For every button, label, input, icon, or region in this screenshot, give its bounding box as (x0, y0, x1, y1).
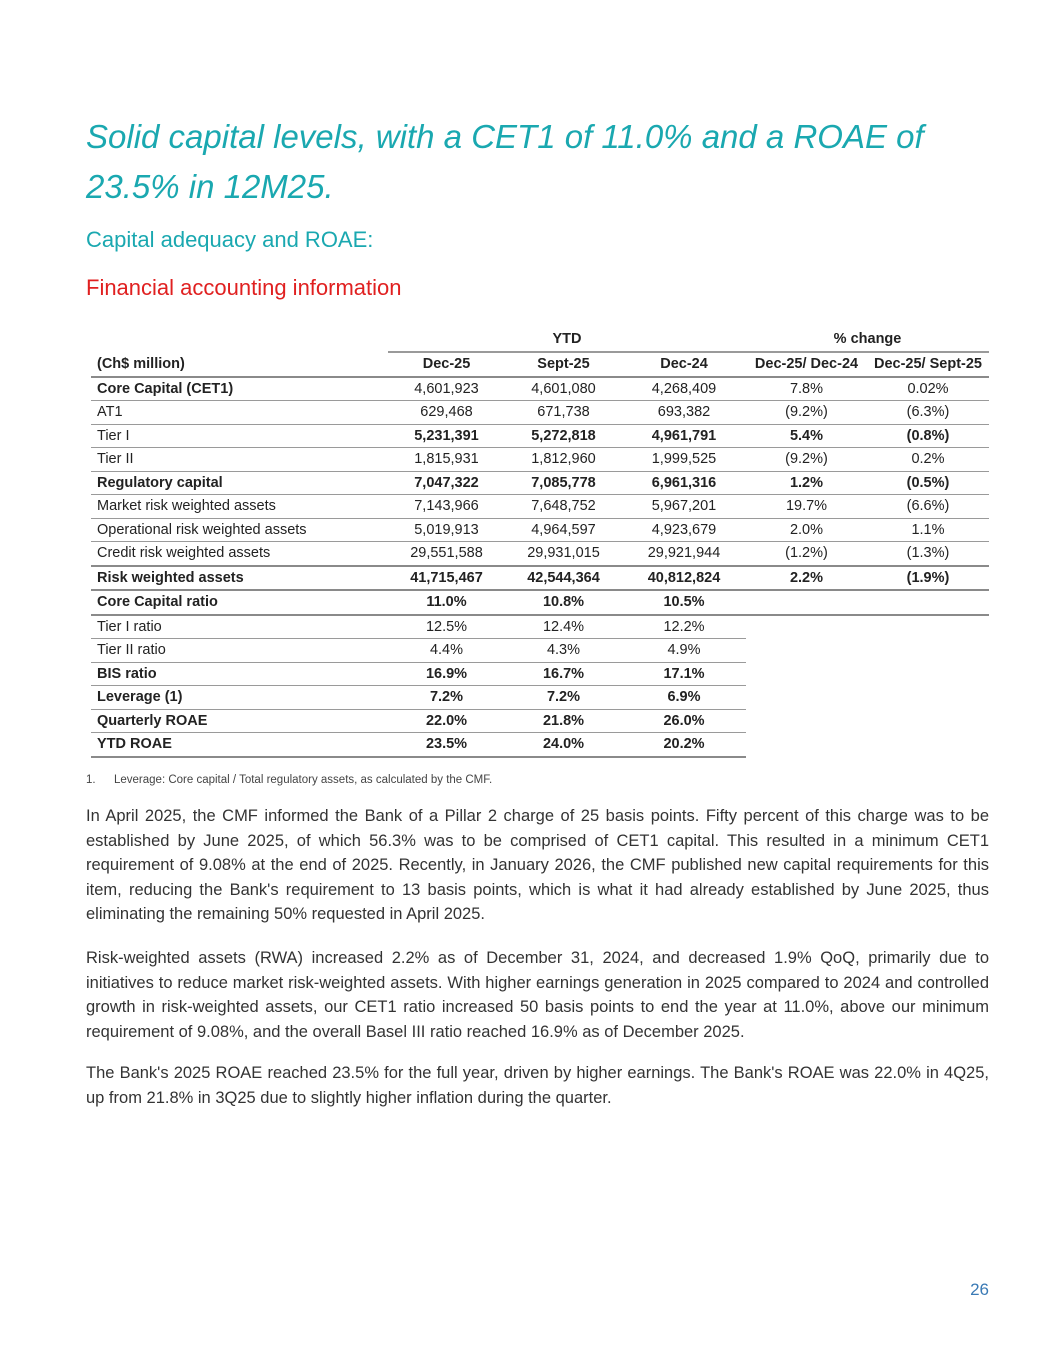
cell-empty (746, 615, 867, 639)
cell-sep25: 29,931,015 (505, 542, 622, 566)
cell-dec25: 4.4% (388, 639, 505, 663)
column-header: Sept-25 (505, 352, 622, 377)
row-label: YTD ROAE (91, 733, 388, 757)
cell-dec25: 7,047,322 (388, 471, 505, 495)
cell-empty (746, 709, 867, 733)
cell-chg-dec24: 2.0% (746, 518, 867, 542)
cell-dec24: 29,921,944 (622, 542, 746, 566)
cell-dec24: 40,812,824 (622, 566, 746, 591)
table-row (91, 401, 989, 425)
cell-chg-sep25: 0.2% (867, 448, 989, 472)
table-header-row (91, 352, 989, 377)
cell-sep25: 16.7% (505, 662, 622, 686)
cell-dec25: 16.9% (388, 662, 505, 686)
row-label: BIS ratio (91, 662, 388, 686)
table-row (91, 590, 989, 615)
cell-empty (867, 686, 989, 710)
row-label: Operational risk weighted assets (91, 518, 388, 542)
cell-chg-dec24: 2.2% (746, 566, 867, 591)
row-label: Tier II ratio (91, 639, 388, 663)
cell-dec25: 41,715,467 (388, 566, 505, 591)
table-row (91, 448, 989, 472)
cell-chg-dec24: 19.7% (746, 495, 867, 519)
cell-empty (867, 662, 989, 686)
cell-dec24: 4,923,679 (622, 518, 746, 542)
row-label: Regulatory capital (91, 471, 388, 495)
cell-dec25: 11.0% (388, 590, 505, 615)
cell-dec25: 4,601,923 (388, 377, 505, 401)
cell-dec25: 1,815,931 (388, 448, 505, 472)
cell-empty (867, 709, 989, 733)
group-header-ytd: YTD (388, 327, 746, 352)
cell-dec24: 6,961,316 (622, 471, 746, 495)
cell-empty (746, 639, 867, 663)
body-paragraph: The Bank's 2025 ROAE reached 23.5% for the full year, driven by higher earnings. The Bank's ROAE was 22.0% in 4Q25, up from 21.8% in 3Q25 due to slightly higher inflation during the quarter. (86, 1064, 989, 1107)
cell-empty (867, 590, 989, 615)
cell-empty (746, 662, 867, 686)
row-label: Risk weighted assets (91, 566, 388, 591)
cell-empty (746, 686, 867, 710)
row-label: Market risk weighted assets (91, 495, 388, 519)
cell-dec25: 12.5% (388, 615, 505, 639)
cell-chg-dec24: (1.2%) (746, 542, 867, 566)
row-label: Core Capital ratio (91, 590, 388, 615)
cell-sep25: 4,601,080 (505, 377, 622, 401)
row-label: Quarterly ROAE (91, 709, 388, 733)
capital-table (91, 327, 989, 758)
column-header: Dec-24 (622, 352, 746, 377)
cell-chg-sep25: (1.3%) (867, 542, 989, 566)
table-row (91, 377, 989, 401)
table-footnote (86, 774, 492, 786)
table-row (91, 662, 989, 686)
cell-dec24: 10.5% (622, 590, 746, 615)
cell-chg-sep25: (0.5%) (867, 471, 989, 495)
row-label: Tier II (91, 448, 388, 472)
cell-chg-sep25: 1.1% (867, 518, 989, 542)
table-row (91, 566, 989, 591)
section-subtitle: Capital adequacy and ROAE: (86, 227, 374, 252)
cell-dec25: 22.0% (388, 709, 505, 733)
row-label: Core Capital (CET1) (91, 377, 388, 401)
cell-dec24: 4,961,791 (622, 424, 746, 448)
cell-chg-sep25: (6.3%) (867, 401, 989, 425)
cell-empty (867, 639, 989, 663)
table-row (91, 518, 989, 542)
cell-chg-sep25: (0.8%) (867, 424, 989, 448)
cell-sep25: 42,544,364 (505, 566, 622, 591)
cell-dec25: 7,143,966 (388, 495, 505, 519)
column-header: (Ch$ million) (91, 352, 388, 377)
cell-sep25: 4.3% (505, 639, 622, 663)
cell-sep25: 10.8% (505, 590, 622, 615)
cell-dec25: 5,019,913 (388, 518, 505, 542)
cell-sep25: 21.8% (505, 709, 622, 733)
column-header: Dec-25 (388, 352, 505, 377)
page-title: Solid capital levels, with a CET1 of 11.0% and a ROAE of 23.5% in 12M25. (86, 118, 924, 205)
body-paragraph: In April 2025, the CMF informed the Bank of a Pillar 2 charge of 25 basis points. Fifty percent of this charge was to be established by June 2025, of which 56.3% was to be comprised of CET1 capital. This resulted in a minimum CET1 requirement of 9.08% at the end of 2025. Recently, in January 2026, the CMF published new capital requirements for this item, reducing the Bank's requirement to 13 basis points, which is what it had already established by June 2025, thus eliminating the remaining 50% requested in April 2025. (86, 807, 989, 923)
cell-dec24: 693,382 (622, 401, 746, 425)
table-row (91, 424, 989, 448)
cell-chg-dec24: (9.2%) (746, 401, 867, 425)
cell-sep25: 7,648,752 (505, 495, 622, 519)
cell-dec24: 12.2% (622, 615, 746, 639)
cell-dec25: 629,468 (388, 401, 505, 425)
row-label: AT1 (91, 401, 388, 425)
cell-chg-dec24: (9.2%) (746, 448, 867, 472)
cell-sep25: 7,085,778 (505, 471, 622, 495)
footnote-number: 1. (86, 774, 96, 786)
body-paragraph: Risk-weighted assets (RWA) increased 2.2% as of December 31, 2024, and decreased 1.9% QoQ, primarily due to initiatives to reduce market risk-weighted assets. With higher earnings generation in 2025 compared to 2024 and controlled growth in risk-weighted assets, our CET1 ratio increased 50 basis points to end the year at 11.0%, above our minimum requirement of 9.08%, and the overall Basel III ratio reached 16.9% as of December 2025. (86, 949, 989, 1041)
cell-sep25: 24.0% (505, 733, 622, 757)
cell-sep25: 7.2% (505, 686, 622, 710)
table-row (91, 686, 989, 710)
cell-sep25: 1,812,960 (505, 448, 622, 472)
cell-sep25: 5,272,818 (505, 424, 622, 448)
cell-chg-sep25: (6.6%) (867, 495, 989, 519)
cell-dec24: 26.0% (622, 709, 746, 733)
cell-sep25: 4,964,597 (505, 518, 622, 542)
cell-chg-sep25: 0.02% (867, 377, 989, 401)
row-label: Tier I ratio (91, 615, 388, 639)
cell-empty (867, 733, 989, 757)
cell-dec25: 23.5% (388, 733, 505, 757)
cell-chg-dec24: 1.2% (746, 471, 867, 495)
cell-sep25: 12.4% (505, 615, 622, 639)
table-row (91, 495, 989, 519)
cell-dec25: 5,231,391 (388, 424, 505, 448)
table-row (91, 615, 989, 639)
cell-chg-dec24: 7.8% (746, 377, 867, 401)
cell-dec24: 5,967,201 (622, 495, 746, 519)
cell-dec24: 1,999,525 (622, 448, 746, 472)
footnote-text: Leverage: Core capital / Total regulatory assets, as calculated by the CMF. (114, 774, 493, 786)
table-group-header-row (91, 327, 989, 352)
column-header: Dec-25/ Dec-24 (746, 352, 867, 377)
cell-dec25: 29,551,588 (388, 542, 505, 566)
cell-dec24: 4.9% (622, 639, 746, 663)
table-row (91, 639, 989, 663)
cell-dec24: 6.9% (622, 686, 746, 710)
group-header-change: % change (746, 327, 989, 352)
cell-empty (867, 615, 989, 639)
table-row (91, 733, 989, 757)
cell-dec24: 20.2% (622, 733, 746, 757)
section-heading: Financial accounting information (86, 275, 402, 300)
cell-chg-sep25: (1.9%) (867, 566, 989, 591)
row-label: Tier I (91, 424, 388, 448)
group-header-spacer (91, 327, 388, 352)
table-row (91, 542, 989, 566)
row-label: Credit risk weighted assets (91, 542, 388, 566)
cell-empty (746, 733, 867, 757)
row-label: Leverage (1) (91, 686, 388, 710)
cell-empty (746, 590, 867, 615)
table-row (91, 709, 989, 733)
column-header: Dec-25/ Sept-25 (867, 352, 989, 377)
cell-dec24: 17.1% (622, 662, 746, 686)
table-row (91, 471, 989, 495)
cell-dec25: 7.2% (388, 686, 505, 710)
page-number: 26 (970, 1280, 989, 1299)
cell-sep25: 671,738 (505, 401, 622, 425)
cell-chg-dec24: 5.4% (746, 424, 867, 448)
cell-dec24: 4,268,409 (622, 377, 746, 401)
